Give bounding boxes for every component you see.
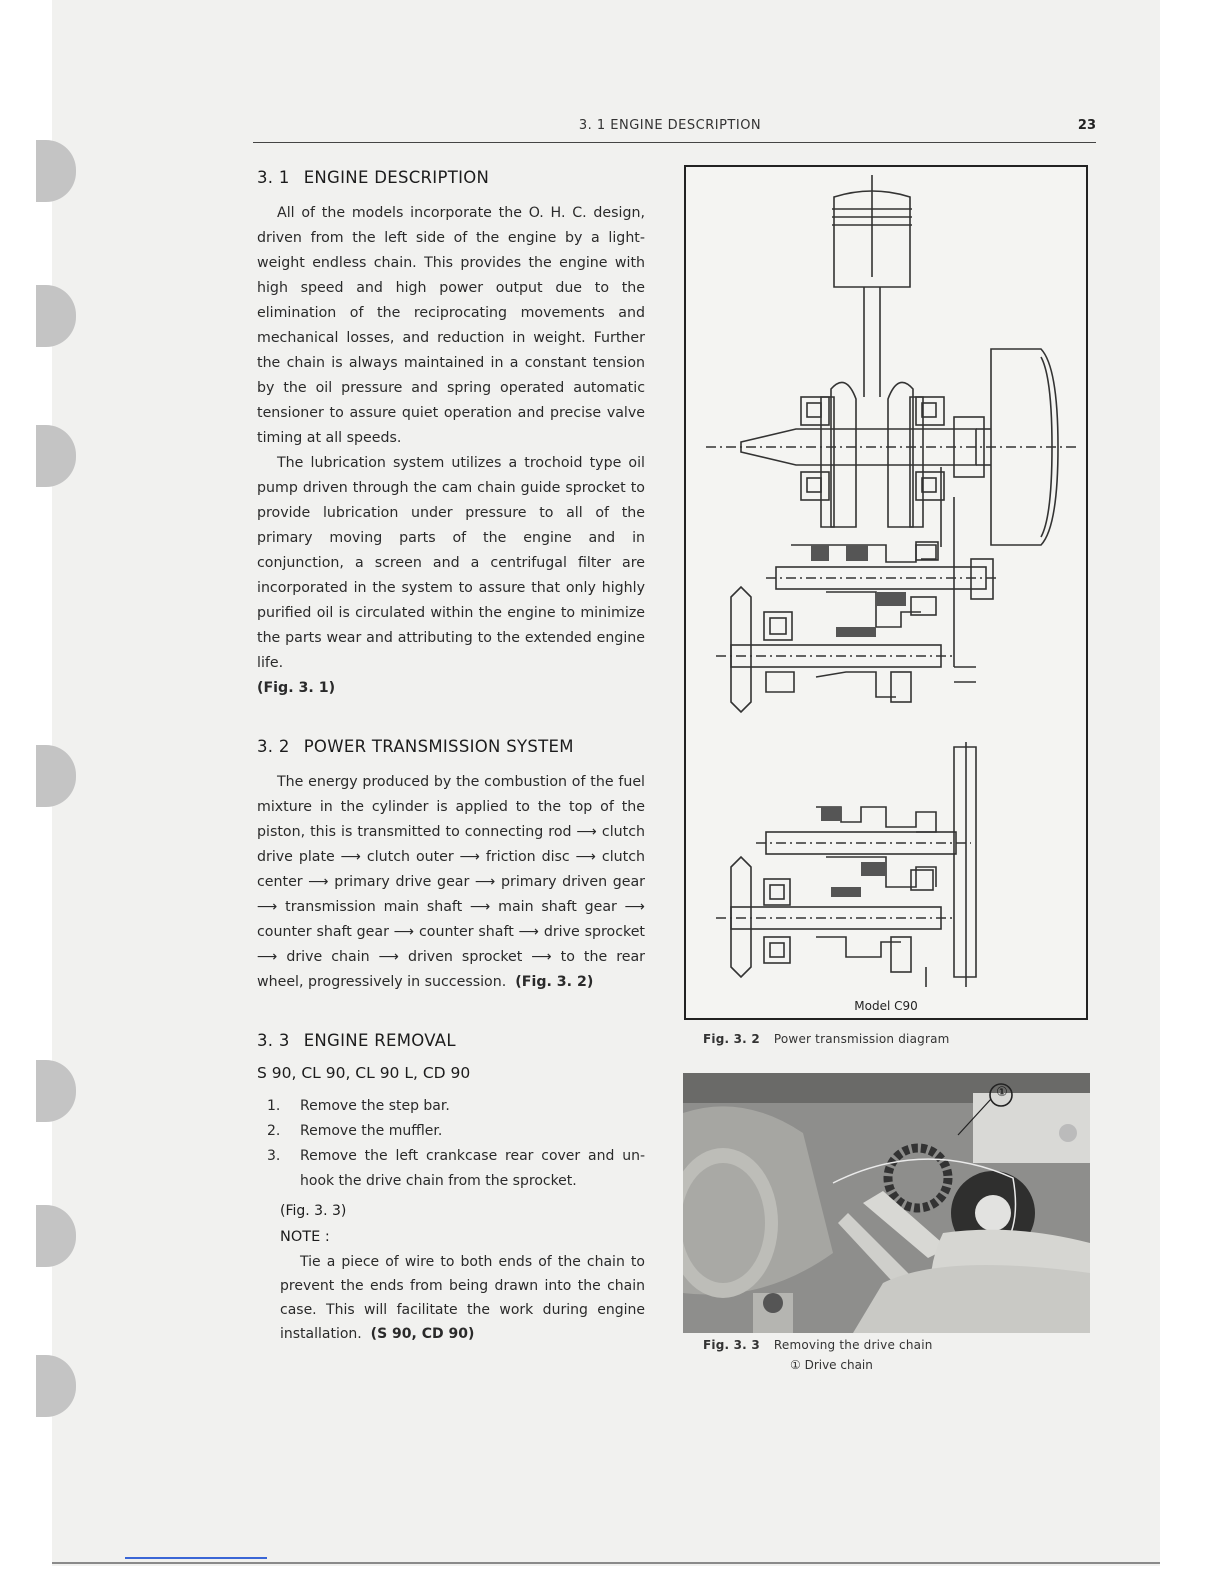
paragraph-engine-description: All of the models incorporate the O. H. C. design, driven from the left side of the engine by a light-weight endless chain. This provides the engine with high speed and high power output due to the elimination of the reciprocating movements and mechanical losses, and reduction in weight. Further the chain is always maintained in a constant tension by the oil pressure and spring operated automatic tensioner to assure quiet operation and precise valve timing at all speeds. <box>257 205 645 446</box>
page-number: 23 <box>1077 118 1096 133</box>
section-heading-3-3: 3. 3 ENGINE REMOVAL <box>257 1031 456 1050</box>
paragraph-power-transmission: The energy produced by the combustion of the fuel mixture in the cylinder is applied to the top of the piston, this is transmitted to connecting rod ⟶ clutch drive plate ⟶ clutch outer ⟶ friction disc ⟶ clutch center ⟶ primary drive gear ⟶ primary driven gear ⟶ transmission main shaft ⟶ main shaft gear ⟶ counter shaft gear ⟶ counter shaft ⟶ drive sprocket ⟶ drive chain ⟶ driven sprocket ⟶ to the rear wheel, progressively in succession. (Fig. 3. 2) <box>257 774 645 990</box>
engine-photo <box>683 1073 1090 1333</box>
running-head: 3. 1 ENGINE DESCRIPTION <box>578 118 762 133</box>
section-heading-3-1: 3. 1 ENGINE DESCRIPTION <box>257 168 490 187</box>
header-rule <box>253 142 1096 143</box>
model-list: S 90, CL 90, CL 90 L, CD 90 <box>257 1064 471 1082</box>
page-bottom-edge <box>52 1562 1160 1564</box>
model-label: Model C90 <box>854 999 918 1013</box>
photo-drawing <box>683 1073 1090 1333</box>
note-text: Tie a piece of wire to both ends of the chain to prevent the ends from being drawn into the chain case. This will facilitate the work during engine installation. (S 90, CD 90) <box>280 1254 645 1342</box>
power-transmission-diagram <box>684 165 1088 1020</box>
list-item: 1. Remove the step bar. <box>267 1098 450 1114</box>
figure-legend: ① Drive chain <box>790 1358 873 1372</box>
transmission-drawing <box>686 167 1086 1018</box>
figure-caption-3-2: Fig. 3. 2 Power transmission diagram <box>703 1032 950 1046</box>
figure-caption-3-3: Fig. 3. 3 Removing the drive chain <box>703 1338 933 1352</box>
removal-steps <box>257 1094 645 1194</box>
list-item: 2. Remove the muffler. <box>267 1123 443 1139</box>
text-column <box>257 168 645 1346</box>
callout-marker: ① <box>996 1085 1008 1100</box>
fig-ref[interactable]: (Fig. 3. 1) <box>257 680 336 696</box>
scroll-indicator[interactable] <box>125 1557 267 1559</box>
note-block <box>257 1198 645 1346</box>
paragraph-lubrication: The lubrication system utilizes a trochoid type oil pump driven through the cam chain guide sprocket to provide lubrication under pressure to all of the primary moving parts of the engine and in conjunction, a screen and a centrifugal filter are incorporated in the system to assure that only highly purified oil is circulated within the engine to minimize the parts wear and attributing to the extended engine life. (Fig. 3. 1) <box>257 455 645 696</box>
note-title: NOTE : <box>280 1229 330 1245</box>
fig-ref[interactable]: (Fig. 3. 3) <box>280 1203 347 1219</box>
section-heading-3-2: 3. 2 POWER TRANSMISSION SYSTEM <box>257 737 574 756</box>
list-item: 3. Remove the left crankcase rear cover and un-hook the drive chain from the sprocket. <box>267 1148 645 1189</box>
fig-ref[interactable]: (Fig. 3. 2) <box>515 974 594 990</box>
